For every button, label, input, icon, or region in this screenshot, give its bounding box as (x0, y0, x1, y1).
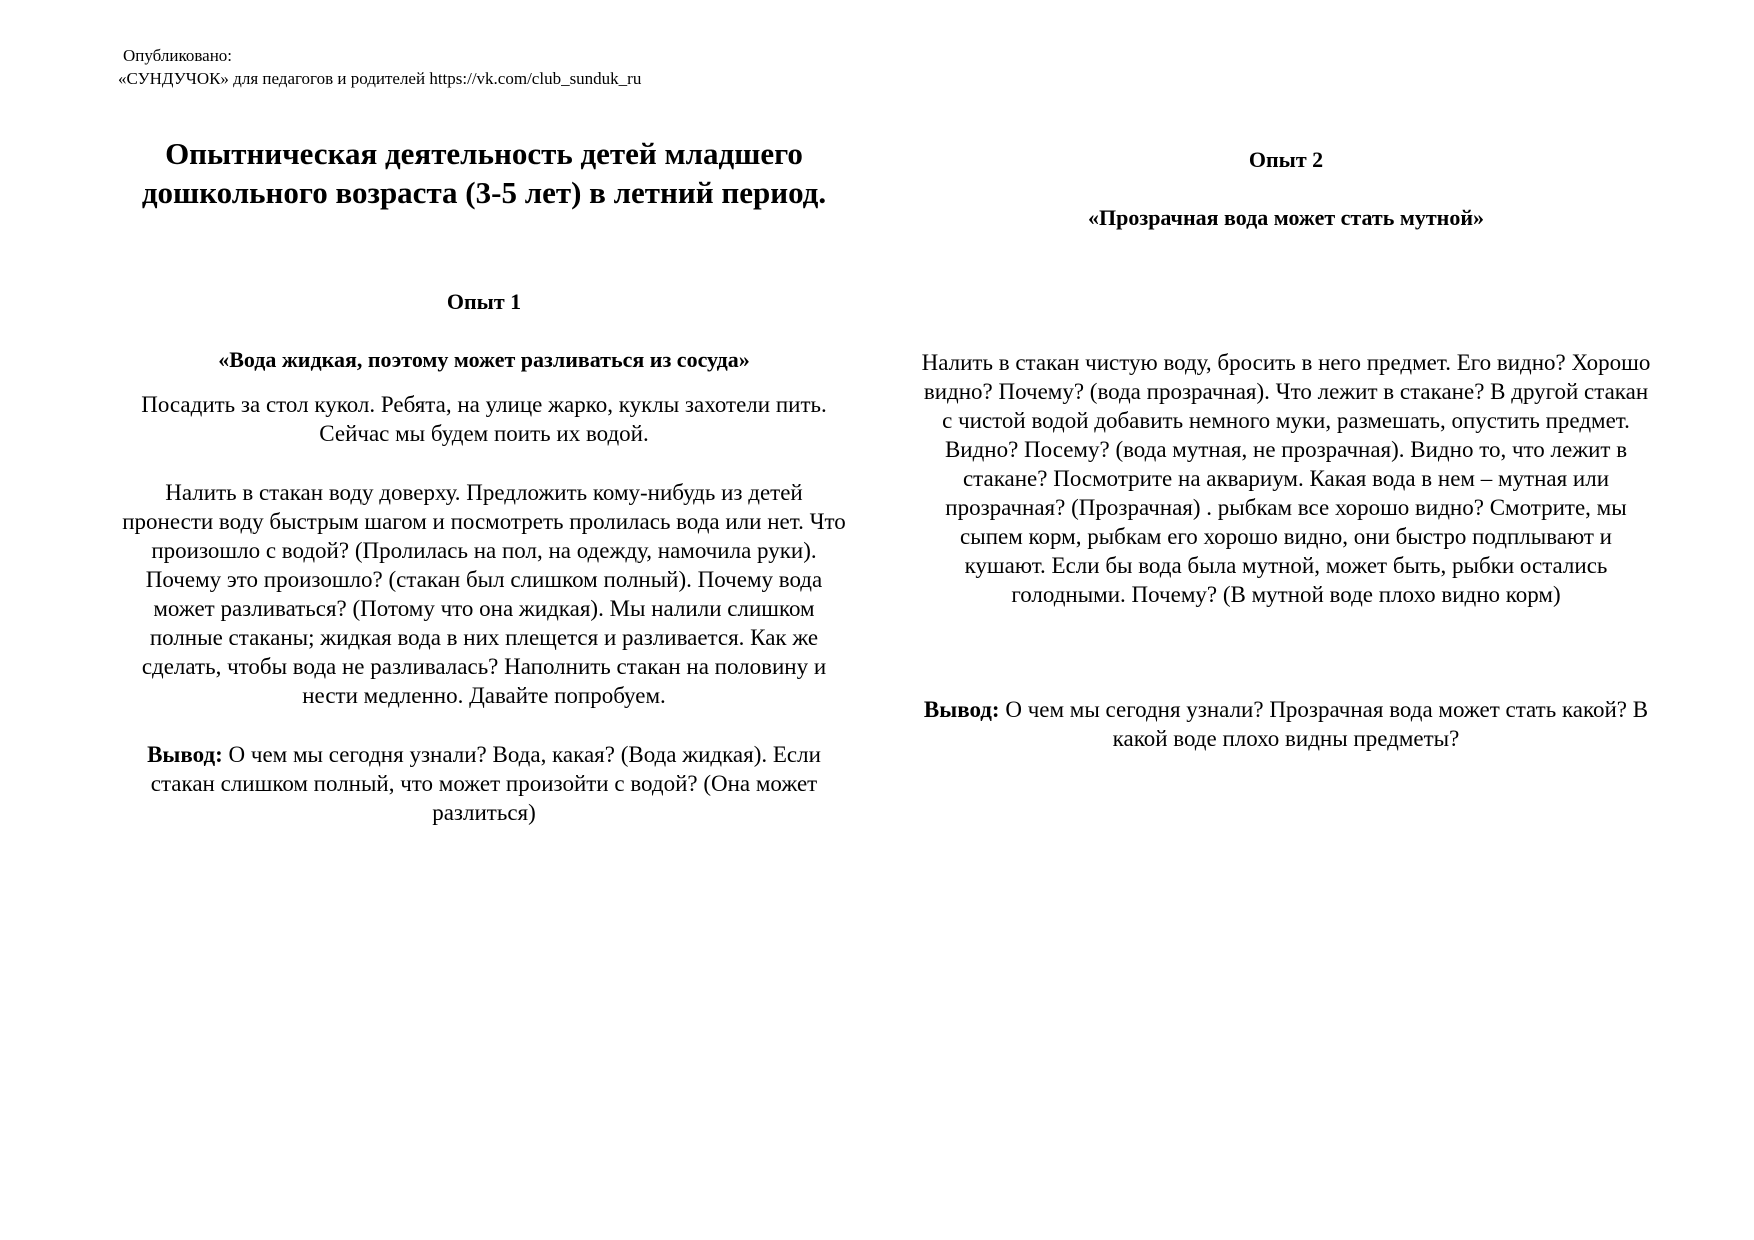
document-title: Опытническая деятельность детей младшего дошкольного возраста (3-5 лет) в летний период. (141, 136, 827, 210)
conclusion-text: О чем мы сегодня узнали? Вода, какая? (Вода жидкая). Если стакан слишком полный, что может произойти с водой? (Она может разлиться) (150, 742, 821, 825)
left-column (118, 134, 850, 827)
published-label: Опубликовано: (123, 46, 233, 65)
source-line: «СУНДУЧОК» для педагогов и родителей https://vk.com/club_sunduk_ru (118, 69, 642, 88)
experiment-1-heading: Опыт 1 (446, 289, 522, 314)
experiment-1-subtitle: «Вода жидкая, поэтому может разливаться из сосуда» (218, 347, 750, 372)
conclusion-label: Вывод: (147, 742, 223, 767)
publication-note (118, 44, 641, 90)
experiment-2-paragraph-1: Налить в стакан чистую воду, бросить в него предмет. Его видно? Хорошо видно? Почему? (вода прозрачная). Что лежит в стакане? В другой стакан с чистой водой добавить немного муки, размешать, опустить предмет. Видно? Посему? (вода мутная, не прозрачная). Видно то, что лежит в стакане? Посмотрите на аквариум. Какая вода в нем – мутная или прозрачная? (Прозрачная) . рыбкам все хорошо видно? Смотрите, мы сыпем корм, рыбкам его хорошо видно, они быстро подплывают и кушают. Если бы вода была мутной, может быть, рыбки остались голодными. Почему? (В мутной воде плохо видно корм) (921, 350, 1651, 607)
experiment-2-conclusion (920, 695, 1652, 753)
experiment-2-heading: Опыт 2 (1248, 147, 1324, 172)
experiment-2-subtitle: «Прозрачная вода может стать мутной» (1088, 205, 1484, 230)
experiment-1-conclusion (118, 740, 850, 827)
conclusion-text: О чем мы сегодня узнали? Прозрачная вода может стать какой? В какой воде плохо видны предметы? (999, 697, 1649, 751)
experiment-1-paragraph-2: Налить в стакан воду доверху. Предложить кому-нибудь из детей пронести воду быстрым шагом и посмотреть пролилась вода или нет. Что произошло с водой? (Пролилась на пол, на одежду, намочила руки). Почему это произошло? (стакан был слишком полный). Почему вода может разливаться? (Потому что она жидкая). Мы налили слишком полные стаканы; жидкая вода в них плещется и разливается. Как же сделать, чтобы вода не разливалась? Наполнить стакан на половину и нести медленно. Давайте попробуем. (122, 480, 846, 708)
right-column (920, 146, 1652, 753)
conclusion-label: Вывод: (923, 697, 1000, 722)
experiment-1-paragraph-1: Посадить за стол кукол. Ребята, на улице жарко, куклы захотели пить. Сейчас мы будем поить их водой. (141, 392, 827, 446)
